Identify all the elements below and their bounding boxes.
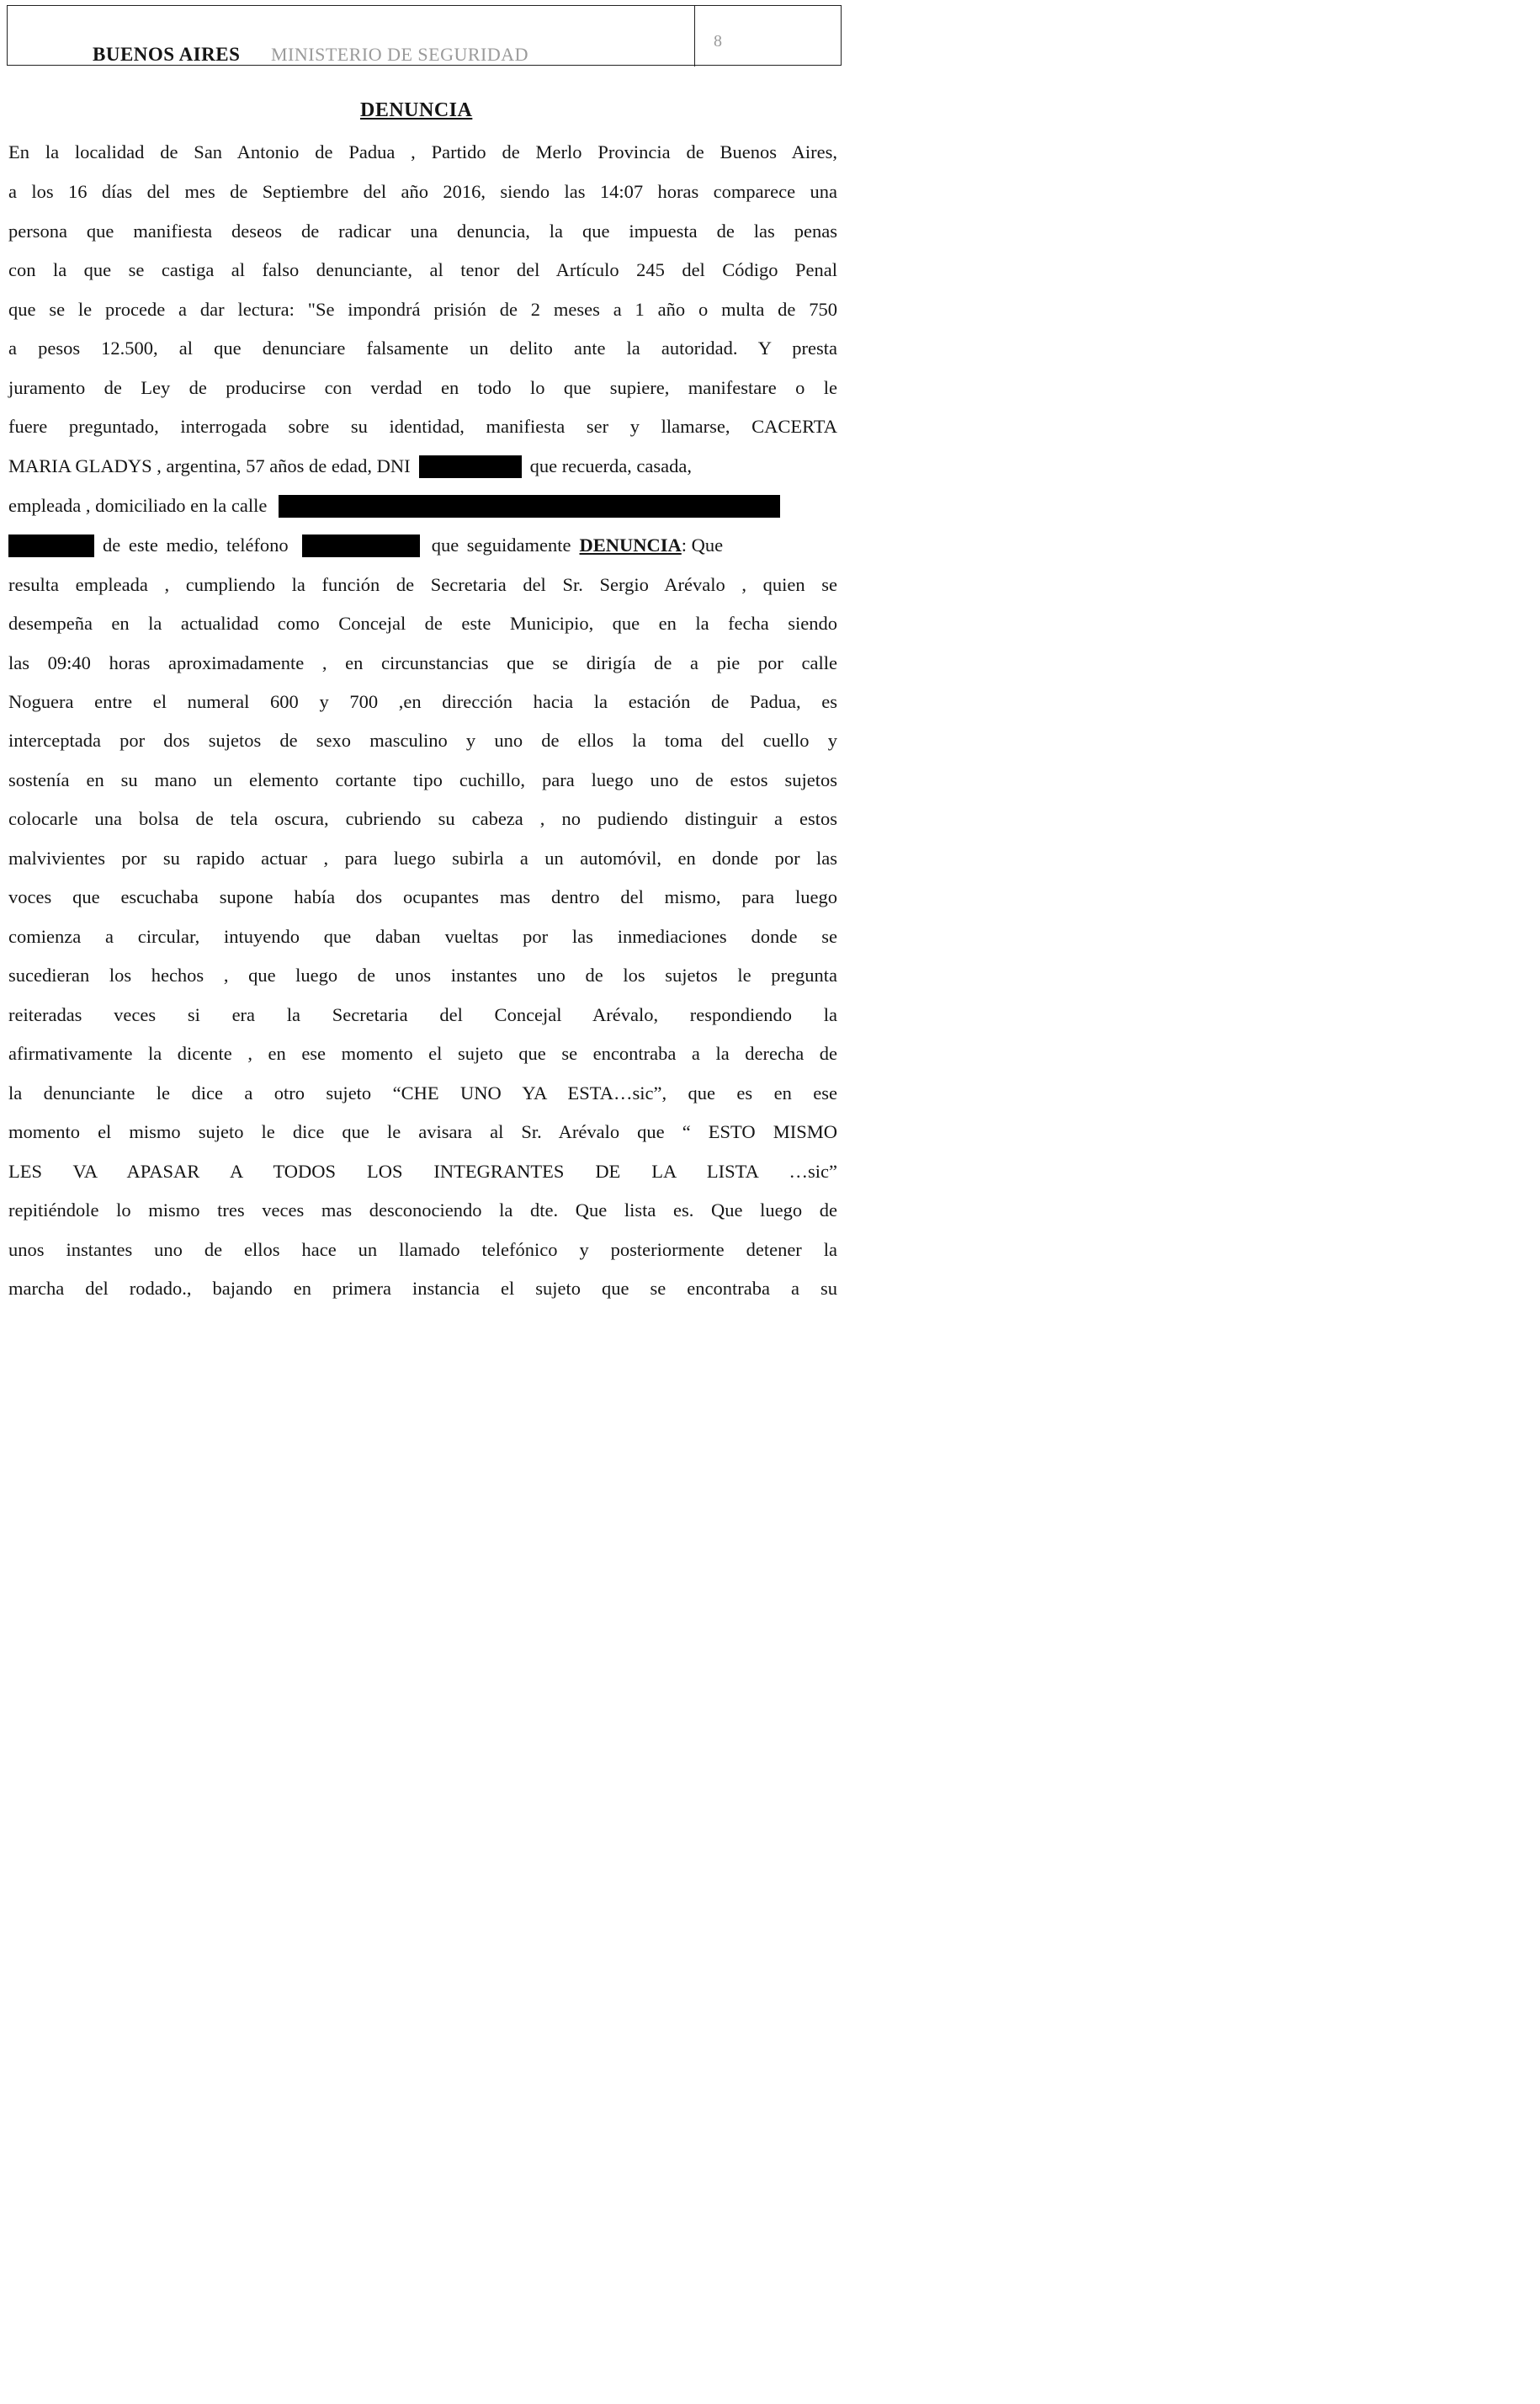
body-text: que seguidamente [431,535,571,556]
body-line: malvivientes por su rapido actuar , para luego subirla a un automóvil, en donde por las [8,848,837,869]
body-line: En la localidad de San Antonio de Padua , Partido de Merlo Provincia de Buenos Aires, [8,141,837,162]
body-line: Noguera entre el numeral 600 y 700 ,en dirección hacia la estación de Padua, es [8,691,837,712]
body-text: MARIA GLADYS , argentina, 57 años de edad, DNI [8,455,411,476]
redaction-bar [302,535,420,557]
header-ministry: MINISTERIO DE SEGURIDAD [271,44,529,65]
body-line: con la que se castiga al falso denunciante, al tenor del Artículo 245 del Código Penal [8,259,837,280]
body-line: colocarle una bolsa de tela oscura, cubriendo su cabeza , no pudiendo distinguir a estos [8,808,837,829]
body-text: empleada , domiciliado en la calle [8,495,268,516]
body-line: la denunciante le dice a otro sujeto “CHE UNO YA ESTA…sic”, que es en ese [8,1082,837,1104]
body-line: unos instantes uno de ellos hace un llamado telefónico y posteriormente detener la [8,1239,837,1260]
redaction-bar [419,455,522,478]
body-text: que recuerda, casada, [529,455,693,476]
body-line: momento el mismo sujeto le dice que le avisara al Sr. Arévalo que “ ESTO MISMO [8,1121,837,1142]
body-text: : Que [681,535,724,556]
body-line: voces que escuchaba supone había dos ocupantes mas dentro del mismo, para luego [8,886,837,907]
header-divider [694,6,695,66]
body-line: resulta empleada , cumpliendo la función de Secretaria del Sr. Sergio Arévalo , quien se [8,574,837,595]
body-line: sostenía en su mano un elemento cortante tipo cuchillo, para luego uno de estos sujetos [8,769,837,790]
body-line: desempeña en la actualidad como Concejal de este Municipio, que en la fecha siendo [8,613,837,634]
redaction-bar [8,535,94,557]
document-title: DENUNCIA [360,99,473,121]
body-line: comienza a circular, intuyendo que daban vueltas por las inmediaciones donde se [8,926,837,947]
body-line: interceptada por dos sujetos de sexo masculino y uno de ellos la toma del cuello y [8,730,837,751]
body-line: LES VA APASAR A TODOS LOS INTEGRANTES DE LA LISTA …sic” [8,1161,837,1182]
body-line: repitiéndole lo mismo tres veces mas desconociendo la dte. Que lista es. Que luego de [8,1199,837,1221]
body-line-phone [8,530,837,561]
body-line: marcha del rodado., bajando en primera instancia el sujeto que se encontraba a su [8,1278,837,1299]
body-line: sucedieran los hechos , que luego de unos instantes uno de los sujetos le pregunta [8,965,837,986]
body-line-address [8,491,837,521]
header-page-marker: 8 [714,32,722,51]
body-line: las 09:40 horas aproximadamente , en circunstancias que se dirigía de a pie por calle [8,652,837,673]
header-institution: BUENOS AIRES [93,44,241,65]
body-line-dni [8,451,837,481]
body-line: que se le procede a dar lectura: "Se impondrá prisión de 2 meses a 1 año o multa de 750 [8,299,837,320]
document-page [0,0,847,1320]
body-line: a pesos 12.500, al que denunciare falsamente un delito ante la autoridad. Y presta [8,338,837,359]
body-text: de este medio, teléfono [103,535,289,556]
body-line: juramento de Ley de producirse con verdad en todo lo que supiere, manifestare o le [8,377,837,398]
body-line: afirmativamente la dicente , en ese momento el sujeto que se encontraba a la derecha de [8,1043,837,1064]
body-line: a los 16 días del mes de Septiembre del año 2016, siendo las 14:07 horas comparece una [8,181,837,202]
redaction-bar [279,495,780,518]
body-line: reiteradas veces si era la Secretaria del Concejal Arévalo, respondiendo la [8,1004,837,1025]
body-line: persona que manifiesta deseos de radicar una denuncia, la que impuesta de las penas [8,221,837,242]
denuncia-emphasis: DENUNCIA [579,535,682,556]
body-line: fuere preguntado, interrogada sobre su identidad, manifiesta ser y llamarse, CACERTA [8,416,837,437]
